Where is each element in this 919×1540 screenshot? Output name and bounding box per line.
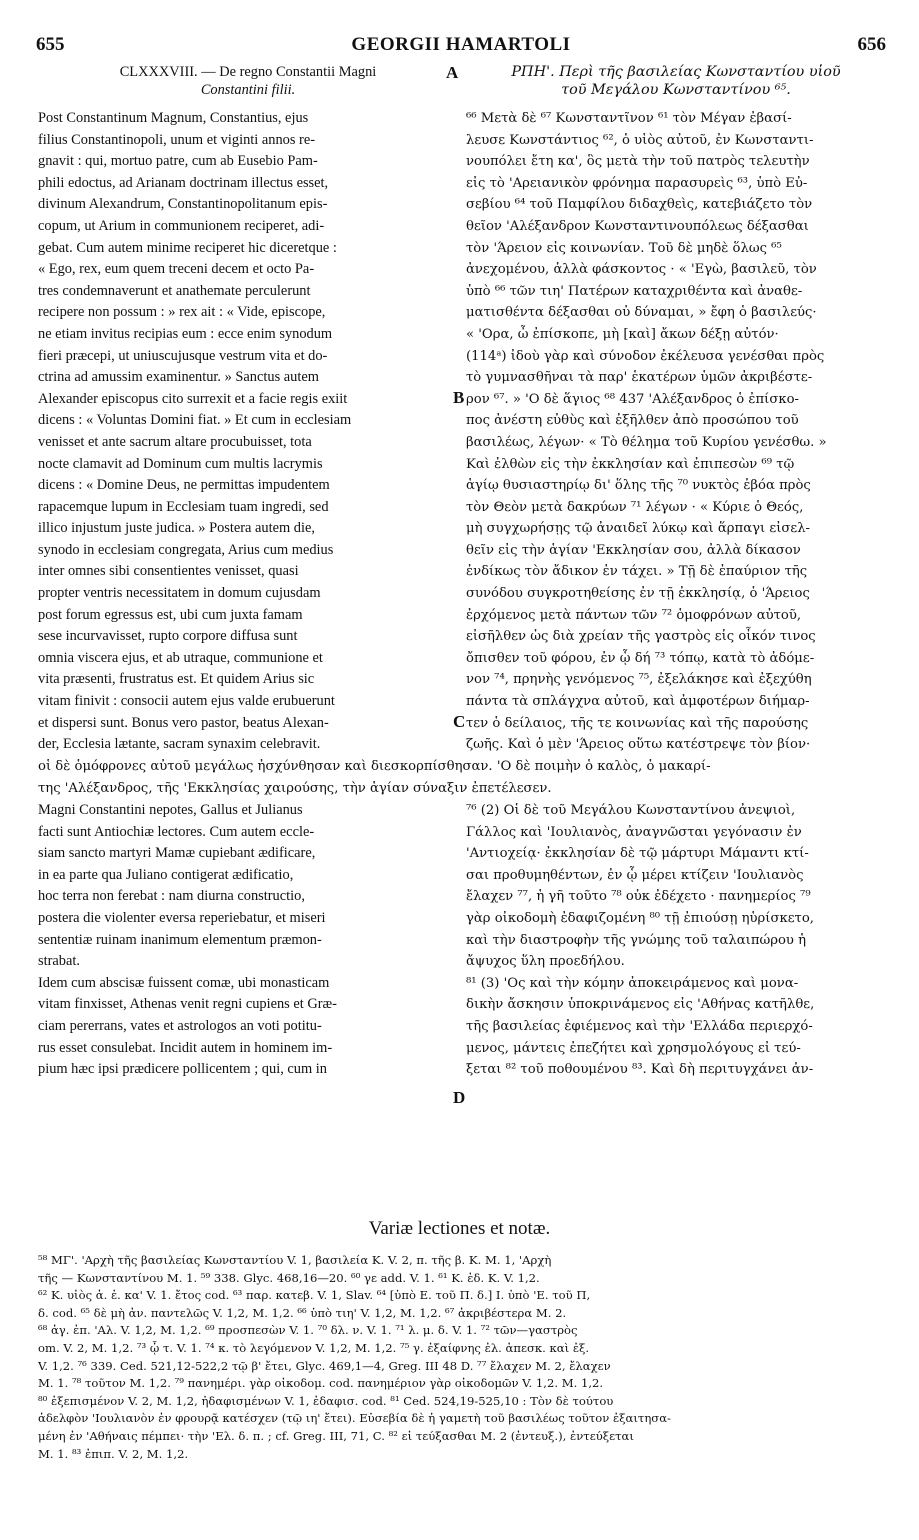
greek-column-upper: [466, 108, 886, 756]
margin-marker-d: D: [453, 1088, 466, 1107]
text-line: venisset et ante sacrum altare procubuisset, tota: [38, 433, 312, 450]
margin-marker-a: A: [446, 63, 459, 82]
text-line: δικὴν ἄσκησιν ὑποκρινάμενος εἰς 'Αθήνας κατῆλθε,: [466, 997, 815, 1013]
text-line: τὸν 'Άρειον εἰς κοινωνίαν. Τοῦ δὲ μηδὲ ὅλως ⁶⁵: [466, 240, 782, 256]
text-line: hoc terra non ferebat : nam diurna constructio,: [38, 888, 305, 905]
text-line: τεν ὁ δείλαιος, τῆς τε κοινωνίας καὶ τῆς παρούσης: [466, 715, 809, 731]
text-line: ⁵⁸ ΜΓ'. 'Αρχὴ τῆς βασιλείας Κωνσταντίου V. 1, βασιλεία K. V. 2, π. τῆς β. K. M. 1, 'Αρχὴ: [38, 1253, 552, 1267]
text-line: τὸν Θεὸν μετὰ δακρύων ⁷¹ λέγων · « Κύριε ὁ Θεός,: [466, 499, 804, 515]
text-line: σεβίου ⁶⁴ τοῦ Παμφίλου διδαχθεὶς, κατεβιάζετο τὸν: [466, 197, 813, 213]
text-line: ciam pererrans, vates et astrologos an voti potitu-: [38, 1017, 322, 1034]
text-line: omnia viscera ejus, et ab utraque, communione et: [38, 649, 323, 666]
text-line: ματισθέντα δέξασθαι οὐ δύναμαι, » ἔφη ὁ βασιλεύς·: [466, 305, 817, 321]
latin-chapter-heading: [38, 63, 458, 99]
text-line: der, Ecclesia lætante, sacram synaxim celebravit.: [38, 736, 321, 753]
text-line: ⁸¹ (3) 'Ος καὶ τὴν κόμην ἀποκειράμενος καὶ μονα-: [466, 975, 799, 991]
text-line: μὴ συγχωρήσῃς τῷ ἀναιδεῖ λύκῳ καὶ ἅρπαγι εἰσελ-: [466, 521, 811, 537]
text-line: sese incurvavisset, rupto corpore diffusa sunt: [38, 628, 298, 645]
text-line: ⁶⁸ ἀγ. ἐπ. 'Αλ. V. 1,2, M. 1,2. ⁶⁹ προσπεσὼν V. 1. ⁷⁰ δλ. ν. V. 1. ⁷¹ λ. μ. δ. V. 1. ⁷² τῶν—γαστρὸς: [38, 1323, 578, 1338]
variant-notes: [38, 1252, 886, 1463]
text-line: om. V. 2, M. 1,2. ⁷³ ᾧ τ. V. 1. ⁷⁴ κ. τὸ λεγόμενον V. 1,2, M. 1,2. ⁷⁵ γ. ἐξαίφνης ἐλ. ἀπεσκ. καὶ ἐξ.: [38, 1340, 590, 1355]
text-line: ἐνδίκως τὸν ἄδικον ἐν τάχει. » Τῇ δὲ ἐπαύριον τῆς: [466, 564, 808, 580]
heading-line: τοῦ Μεγάλου Κωνσταντίνου ⁶⁵.: [561, 82, 791, 98]
text-line: σαι προθυμηθέντων, ἐν ᾧ μέρει κτίζειν 'Ιουλιανὸς: [466, 867, 804, 883]
text-line: ἀνεχομένου, ἀλλὰ φάσκοντος · « 'Εγὼ, βασιλεῦ, τὸν: [466, 262, 817, 278]
text-line: Post Constantinum Magnum, Constantius, ejus: [38, 110, 309, 126]
greek-chapter-heading: [466, 63, 886, 99]
margin-marker-b: B: [453, 388, 465, 407]
text-line: dicens : « Domine Deus, ne permittas impudentem: [38, 477, 330, 494]
text-line: ⁶² K. υἱὸς ἀ. ἐ. κα' V. 1. ἔτος cod. ⁶³ παρ. κατεβ. V. 1, Slav. ⁶⁴ [ὑπὸ E. τοῦ Π. δ.] I. ὑπὸ 'E. τοῦ Π,: [38, 1288, 591, 1303]
text-line: πάντα τὰ σπλάγχνα αὐτοῦ, καὶ ἀμφοτέρων διήμαρ-: [466, 694, 810, 710]
text-line: synodo in ecclesiam congregata, Arius cum medius: [38, 541, 334, 558]
text-line: ἁγίῳ θυσιαστηρίῳ δι' ὅλης τῆς ⁷⁰ νυκτὸς ἐβόα πρὸς: [466, 478, 811, 494]
text-line: filius Constantinopoli, unum et viginti annos re-: [38, 131, 315, 148]
text-line: τῆς βασιλείας ἐφιέμενος καὶ τὴν 'Ελλάδα περιερχό-: [466, 1018, 813, 1034]
text-line: ne etiam invitus recipias eum : ecce enim synodum: [38, 325, 333, 342]
text-line: copum, ut Arium in communionem reciperet, adi-: [38, 217, 325, 234]
margin-marker-c: C: [453, 712, 466, 731]
text-line: sententiæ ruinam inanimum elementum præmon-: [38, 931, 322, 948]
text-line: gebat. Cum autem minime reciperet hic diceretque :: [38, 239, 337, 256]
page-number-right: 656: [857, 34, 886, 55]
text-line: νουπόλει ἔτη κα', ὃς μετὰ τὴν τοῦ πατρὸς τελευτὴν: [466, 154, 810, 170]
text-line: βασιλέως, λέγων· « Τὸ θέλημα τοῦ Κυρίου γενέσθω. »: [466, 434, 827, 450]
text-line: μενος, μάντεις ἐπεζήτει καὶ χρησμολόγους εἰ τεύ-: [466, 1040, 801, 1056]
latin-column-lower: [38, 800, 458, 1081]
text-line: ξεται ⁸² τοῦ ποθουμένου ⁸³. Καὶ δὴ περιτυγχάνει ἀν-: [466, 1062, 814, 1078]
text-line: ὑπὸ ⁶⁶ τῶν τιη' Πατέρων καταχριθέντα καὶ ἀναθε-: [466, 283, 803, 299]
text-line: M. 1. ⁷⁸ τοῦτον M. 1,2. ⁷⁹ πανημέρι. γὰρ οἰκοδομ. cod. πανημέριον γὰρ οἰκοδομῶν V. 1,2. M. 1,2.: [38, 1376, 604, 1391]
text-line: συνόδου συγκροτηθείσης ἐν τῇ ἐκκλησίᾳ, ὁ 'Άρειος: [466, 586, 810, 602]
text-line: in ea parte qua Juliano contigerat ædificatio,: [38, 866, 294, 883]
text-line: ⁶⁶ Μετὰ δὲ ⁶⁷ Κωνσταντῖνον ⁶¹ τὸν Μέγαν ἐβασί-: [466, 111, 792, 126]
text-line: ⁷⁶ (2) Οἱ δὲ τοῦ Μεγάλου Κωνσταντίνου ἀνεψιοὶ,: [466, 803, 796, 818]
text-line: τὸ γυμνασθῆναι τὰ παρ' ἑκατέρων ὑμῶν ἀκριβέστε-: [466, 370, 813, 386]
text-line: καὶ τὴν διαστροφὴν τῆς γνώμης τοῦ ταλαιπώρου ἡ: [466, 932, 807, 948]
text-line: M. 1. ⁸³ ἐπιπ. V. 2, M. 1,2.: [38, 1446, 189, 1461]
text-line: θεῖον 'Αλέξανδρον Κωνσταντινουπόλεως δέξασθαι: [466, 218, 809, 234]
text-line: phili edoctus, ad Arianam doctrinam illectus esset,: [38, 174, 329, 191]
text-line: « Ego, rex, eum quem treceni decem et octo Pa-: [38, 261, 315, 278]
text-line: pium hæc ipsi prædicere pollicentem ; qui, cum in: [38, 1061, 327, 1078]
text-line: et dispersi sunt. Bonus vero pastor, beatus Alexan-: [38, 714, 329, 731]
text-line: Γάλλος καὶ 'Ιουλιανὸς, ἀναγνῶσται γεγόνασιν ἐν: [466, 824, 802, 840]
text-line: νον ⁷⁴, πρηνὴς γενόμενος ⁷⁵, ἐξελάκησε καὶ ἐξεχύθη: [466, 672, 812, 688]
text-line: recipere non possum : » rex ait : « Vide, episcope,: [38, 304, 326, 321]
text-line: τῆς — Κωνσταντίνου M. 1. ⁵⁹ 338. Glyc. 468,16—20. ⁶⁰ γε add. V. 1. ⁶¹ K. ἑδ. K. V. 1,2.: [38, 1270, 540, 1285]
text-line: illico injustum juste judica. » Postera autem die,: [38, 520, 315, 537]
text-line: vitam finxisset, Athenas venit regni cupiens et Græ-: [38, 996, 337, 1013]
text-line: inter omnes sibi consentientes venisset, quasi: [38, 563, 299, 580]
running-title: GEORGII HAMARTOLI: [351, 34, 571, 55]
text-line: ὄπισθεν τοῦ φόρου, ἐν ᾧ δή ⁷³ τόπῳ, κατὰ τὸ ἀδόμε-: [466, 650, 815, 666]
text-line: gnavit : qui, mortuo patre, cum ab Eusebio Pam-: [38, 153, 318, 170]
text-line: ἀδελφὸν 'Ιουλιανὸν ἐν φρουρᾷ κατέσχεν (τῷ ιη' ἔτει). Εὐσεβία δὲ ἡ γαμετὴ τοῦ βασιλέως τοῦτον ἐξαιτησα-: [38, 1411, 671, 1426]
greek-full-width-text: [38, 756, 886, 799]
text-line: λευσε Κωνστάντιος ⁶², ὁ υἱὸς αὐτοῦ, ἐν Κωνσταντι-: [466, 132, 814, 148]
text-line: divinum Alexandrum, Constantinopolitanum epis-: [38, 196, 328, 213]
text-line: ρον ⁶⁷. » 'Ο δὲ ἅγιος ⁶⁸ 437 'Αλέξανδρος ὁ ἐπίσκο-: [466, 391, 799, 407]
text-line: nocte clamavit ad Dominum cum multis lacrymis: [38, 455, 323, 472]
text-line: post forum egressus est, ubi cum juxta famam: [38, 606, 303, 623]
notes-title: Variæ lectiones et notæ.: [368, 1218, 551, 1239]
page-number-left: 655: [36, 34, 65, 55]
text-line: μένη ἐν 'Αθήναις πέμπει· τὴν 'Ελ. δ. π. ; cf. Greg. III, 71, C. ⁸² εἰ τεύξασθαι M. 2 (ἐντευξ.), ἐντεύξεται: [38, 1428, 634, 1443]
text-line: « 'Ορα, ὦ ἐπίσκοπε, μὴ [καὶ] ἄκων δέξῃ αὐτόν·: [466, 326, 779, 342]
text-line: vitam finivit : consocii autem ejus valde erubuerunt: [38, 693, 335, 710]
text-line: πος ἀνέστη εὐθὺς καὶ ἐξῆλθεν ἀπὸ προσώπου τοῦ: [466, 413, 799, 429]
text-line: εἰς τὸ 'Αρειανικὸν φρόνημα παρασυρεὶς ⁶³, ὑπὸ Εὐ-: [466, 175, 808, 191]
text-line: rus esset consulebat. Incidit autem in hominem im-: [38, 1039, 333, 1056]
text-line: tres condemnaverunt et anathemate perculerunt: [38, 282, 311, 299]
text-line: Καὶ ἐλθὼν εἰς τὴν ἐκκλησίαν καὶ ἐπιπεσὼν ⁶⁹ τῷ: [466, 456, 795, 472]
text-line: strabat.: [38, 953, 80, 970]
text-line: (114ᵃ) ἰδοὺ γὰρ καὶ σύνοδον ἐκέλευσα γενέσθαι πρὸς: [466, 348, 825, 364]
text-line: δ. cod. ⁶⁵ δὲ μὴ ἀν. παντελῶς V. 1,2, M. 1,2. ⁶⁶ ὑπὸ τιη' V. 1,2, M. 1,2. ⁶⁷ ἀκριβέστερα M. 2.: [38, 1305, 567, 1320]
text-line: siam sancto martyri Mamæ cupiebant ædificare,: [38, 845, 316, 862]
text-line: vita præsenti, frustratus est. Et quidem Arius sic: [38, 671, 315, 688]
text-line: fieri præcepi, ut uniuscujusque vestrum vita et do-: [38, 347, 328, 364]
text-line: ctrina ad amussim examinentur. » Sanctus autem: [38, 369, 319, 386]
text-line: ⁸⁰ ἐξεπισμένον V. 2, M. 1,2, ἠδαφισμένων V. 1, ἐδαφισ. cod. ⁸¹ Ced. 524,19-525,10 : Τὸν δὲ τούτου: [38, 1393, 614, 1408]
text-line: γὰρ οἰκοδομὴ ἐδαφιζομένη ⁸⁰ τῇ ἐπιούσῃ ηὑρίσκετο,: [466, 910, 814, 926]
latin-column-upper: [38, 108, 458, 756]
text-line: ἄψυχος ὕλη προεδήλου.: [466, 954, 625, 970]
text-line: θεῖν εἰς τὴν ἁγίαν 'Εκκλησίαν σου, ἀλλὰ δίκασον: [466, 542, 801, 558]
heading-line: Constantini filii.: [200, 82, 296, 98]
text-line: facti sunt Antiochiæ lectores. Cum autem eccle-: [38, 823, 315, 840]
text-line: εἰσῆλθεν ὡς διὰ χρείαν τῆς γαστρὸς εἰς οἶκόν τινος: [466, 629, 816, 645]
text-line: 'Αντιοχείᾳ· ἐκκλησίαν δὲ τῷ μάρτυρι Μάμαντι κτί-: [466, 846, 809, 862]
heading-line: CLXXXVIII. — De regno Constantii Magni: [119, 64, 377, 80]
text-line: ζωῆς. Καὶ ὁ μὲν 'Άρειος οὕτω κατέστρεψε τὸν βίον·: [466, 737, 811, 753]
text-line: ἐρχόμενος μετὰ πάντων τῶν ⁷² ὁμοφρόνων αὐτοῦ,: [466, 607, 802, 623]
page-header: [36, 34, 886, 58]
heading-line: ΡΠΗ'. Περὶ τῆς βασιλείας Κωνσταντίου υἱοῦ: [511, 64, 841, 80]
text-line: οἱ δὲ ὁμόφρονες αὐτοῦ μεγάλως ἠσχύνθησαν καὶ διεσκορπίσθησαν. 'Ο δὲ ποιμὴν ὁ καλὸς, ὁ μακαρί-: [38, 759, 711, 774]
text-line: Magni Constantini nepotes, Gallus et Julianus: [38, 802, 303, 818]
text-line: rapacemque lupum in Ecclesiam tuam ingredi, sed: [38, 498, 329, 515]
text-line: ἔλαχεν ⁷⁷, ἡ γῆ τοῦτο ⁷⁸ οὐκ ἐδέχετο · πανημερίος ⁷⁹: [466, 889, 811, 905]
text-line: Alexander episcopus cito surrexit et a facie regis exiit: [38, 390, 348, 407]
text-line: Idem cum abscisæ fuissent comæ, ubi monasticam: [38, 974, 330, 991]
greek-column-lower: [466, 800, 886, 1081]
text-line: dicens : « Voluntas Domini fiat. » Et cum in ecclesiam: [38, 412, 352, 429]
text-line: propter ventris necessitatem in domum cujusdam: [38, 585, 321, 602]
text-line: postera die violenter eversa reperiebatur, et miseri: [38, 909, 326, 926]
text-line: V. 1,2. ⁷⁶ 339. Ced. 521,12-522,2 τῷ β' ἔτει, Glyc. 469,1—4, Greg. III 48 D. ⁷⁷ ἔλαχεν M. 2, ἔλαχεν: [38, 1358, 611, 1373]
text-line: της 'Αλέξανδρος, τῆς 'Εκκλησίας χαιρούσης, τὴν ἁγίαν σύναξιν ἐπετέλεσεν.: [38, 780, 552, 796]
